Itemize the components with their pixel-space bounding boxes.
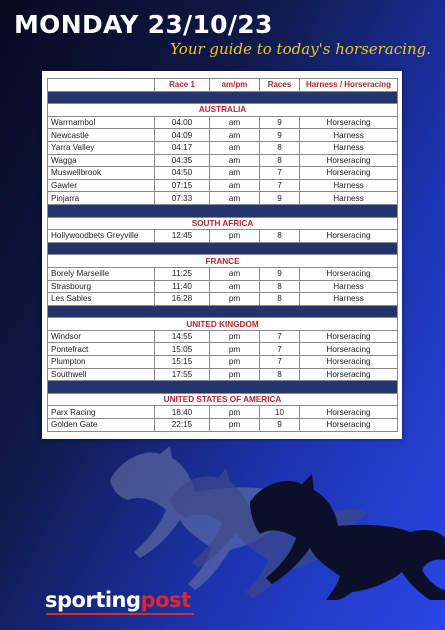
- race-count: 8: [260, 154, 300, 167]
- ampm: am: [210, 154, 260, 167]
- race1-time: 12:45: [155, 230, 210, 243]
- header-row: [48, 79, 398, 92]
- race1-time: 18:40: [155, 406, 210, 419]
- race-type: Horseracing: [300, 267, 398, 280]
- section-divider: [48, 305, 398, 318]
- race-count: 8: [260, 230, 300, 243]
- ampm: am: [210, 280, 260, 293]
- track-name: Hollywoodbets Greyville: [48, 230, 155, 243]
- track-name: Yarra Valley: [48, 141, 155, 154]
- table-row: [48, 129, 398, 142]
- track-name: Parx Racing: [48, 406, 155, 419]
- table-row: [48, 192, 398, 205]
- region-name: SOUTH AFRICA: [48, 217, 398, 230]
- race-count: 7: [260, 179, 300, 192]
- col-header-type: Harness / Horseracing: [300, 79, 398, 92]
- race1-time: 11:40: [155, 280, 210, 293]
- race-type: Horseracing: [300, 154, 398, 167]
- ampm: am: [210, 116, 260, 129]
- race-type: Horseracing: [300, 330, 398, 343]
- ampm: am: [210, 129, 260, 142]
- track-name: Pontefract: [48, 343, 155, 356]
- race1-time: 16:28: [155, 293, 210, 306]
- table-row: [48, 356, 398, 369]
- race-type: Horseracing: [300, 368, 398, 381]
- table-row: [48, 293, 398, 306]
- race1-time: 11:25: [155, 267, 210, 280]
- logo-part-sporting: sporting: [45, 588, 141, 612]
- section-divider-cell: [48, 204, 398, 217]
- track-name: Southwell: [48, 368, 155, 381]
- track-name: Gawler: [48, 179, 155, 192]
- col-header-races: Races: [260, 79, 300, 92]
- logo-underline: [46, 613, 194, 615]
- race1-time: 07:15: [155, 179, 210, 192]
- section-divider: [48, 204, 398, 217]
- region-header-row: [48, 104, 398, 117]
- race-count: 9: [260, 267, 300, 280]
- race-type: Horseracing: [300, 356, 398, 369]
- table-row: [48, 141, 398, 154]
- table-row: [48, 167, 398, 180]
- race-type: Harness: [300, 179, 398, 192]
- race-type: Harness: [300, 280, 398, 293]
- track-name: Strasbourg: [48, 280, 155, 293]
- race-type: Horseracing: [300, 116, 398, 129]
- track-name: Muswellbrook: [48, 167, 155, 180]
- ampm: pm: [210, 419, 260, 432]
- region-name: FRANCE: [48, 255, 398, 268]
- race-count: 8: [260, 368, 300, 381]
- race-type: Horseracing: [300, 419, 398, 432]
- track-name: Borely Marseille: [48, 267, 155, 280]
- race-count: 10: [260, 406, 300, 419]
- race-type: Horseracing: [300, 167, 398, 180]
- race-count: 9: [260, 129, 300, 142]
- race-count: 8: [260, 293, 300, 306]
- race1-time: 04:09: [155, 129, 210, 142]
- race-type: Harness: [300, 141, 398, 154]
- race-type: Harness: [300, 293, 398, 306]
- race-type: Horseracing: [300, 343, 398, 356]
- race1-time: 22:15: [155, 419, 210, 432]
- region-name: AUSTRALIA: [48, 104, 398, 117]
- table-row: [48, 330, 398, 343]
- race1-time: 17:55: [155, 368, 210, 381]
- ampm: am: [210, 179, 260, 192]
- section-divider: [48, 91, 398, 104]
- race1-time: 04:17: [155, 141, 210, 154]
- race-count: 7: [260, 343, 300, 356]
- track-name: Plumpton: [48, 356, 155, 369]
- track-name: Wagga: [48, 154, 155, 167]
- race1-time: 07:33: [155, 192, 210, 205]
- ampm: am: [210, 192, 260, 205]
- col-header-track: [48, 79, 155, 92]
- race-count: 9: [260, 419, 300, 432]
- ampm: am: [210, 141, 260, 154]
- table-row: [48, 154, 398, 167]
- track-name: Windsor: [48, 330, 155, 343]
- race1-time: 14:55: [155, 330, 210, 343]
- region-header-row: [48, 217, 398, 230]
- race-count: 7: [260, 356, 300, 369]
- page-title: MONDAY 23/10/23: [14, 10, 273, 39]
- track-name: Warrnambol: [48, 116, 155, 129]
- region-name: UNITED KINGDOM: [48, 318, 398, 331]
- race-count: 8: [260, 280, 300, 293]
- race-type: Harness: [300, 129, 398, 142]
- ampm: pm: [210, 406, 260, 419]
- table-row: [48, 179, 398, 192]
- region-header-row: [48, 393, 398, 406]
- table-row: [48, 419, 398, 432]
- region-header-row: [48, 255, 398, 268]
- ampm: pm: [210, 343, 260, 356]
- track-name: Newcastle: [48, 129, 155, 142]
- region-header-row: [48, 318, 398, 331]
- table-row: [48, 230, 398, 243]
- ampm: pm: [210, 356, 260, 369]
- section-divider: [48, 381, 398, 394]
- logo-part-post: post: [140, 588, 191, 612]
- race1-time: 04:50: [155, 167, 210, 180]
- race-schedule-table: [47, 78, 398, 432]
- col-header-ampm: am/pm: [210, 79, 260, 92]
- track-name: Golden Gate: [48, 419, 155, 432]
- section-divider-cell: [48, 242, 398, 255]
- ampm: pm: [210, 230, 260, 243]
- table-row: [48, 406, 398, 419]
- track-name: Pinjarra: [48, 192, 155, 205]
- track-name: Les Sables: [48, 293, 155, 306]
- table-row: [48, 280, 398, 293]
- table-row: [48, 267, 398, 280]
- race-type: Horseracing: [300, 230, 398, 243]
- race-count: 7: [260, 167, 300, 180]
- race-count: 9: [260, 116, 300, 129]
- race-type: Horseracing: [300, 406, 398, 419]
- ampm: am: [210, 167, 260, 180]
- table-row: [48, 343, 398, 356]
- race-count: 8: [260, 141, 300, 154]
- section-divider-cell: [48, 91, 398, 104]
- ampm: pm: [210, 368, 260, 381]
- ampm: am: [210, 267, 260, 280]
- table-row: [48, 368, 398, 381]
- ampm: pm: [210, 293, 260, 306]
- race1-time: 04:00: [155, 116, 210, 129]
- ampm: pm: [210, 330, 260, 343]
- sportingpost-logo: [45, 588, 191, 612]
- region-name: UNITED STATES OF AMERICA: [48, 393, 398, 406]
- section-divider-cell: [48, 381, 398, 394]
- race1-time: 15:15: [155, 356, 210, 369]
- section-divider-cell: [48, 305, 398, 318]
- schedule-sheet: [42, 71, 402, 439]
- race-count: 7: [260, 330, 300, 343]
- race-count: 9: [260, 192, 300, 205]
- section-divider: [48, 242, 398, 255]
- race-type: Harness: [300, 192, 398, 205]
- race1-time: 15:05: [155, 343, 210, 356]
- col-header-race1: Race 1: [155, 79, 210, 92]
- page-subtitle: Your guide to today's horseracing.: [170, 40, 431, 58]
- race1-time: 04:35: [155, 154, 210, 167]
- racehorses-illustration: [100, 440, 445, 600]
- table-row: [48, 116, 398, 129]
